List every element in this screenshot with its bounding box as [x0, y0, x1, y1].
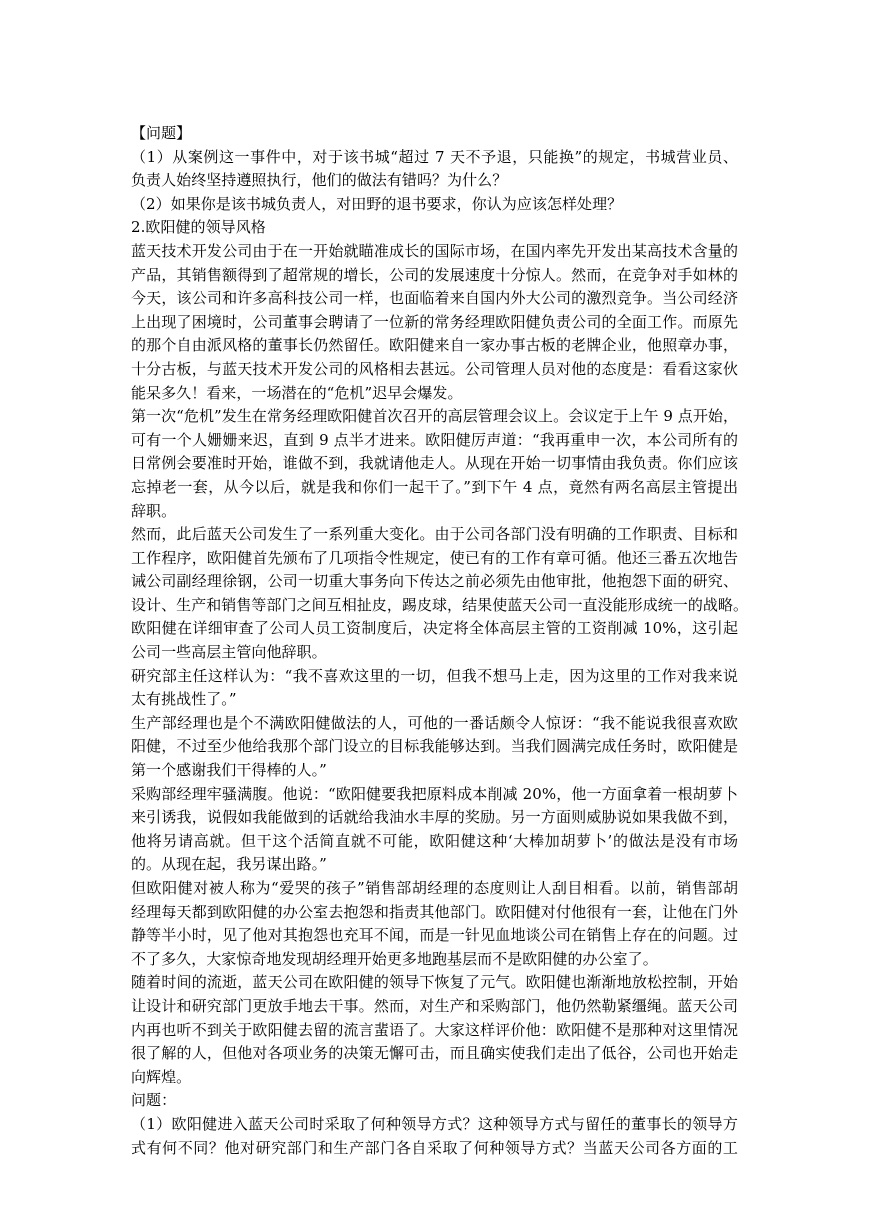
text-line: 他将另请高就。但干这个活简直就不可能，欧阳健这种‘大棒加胡萝卜’的做法是没有市场: [131, 831, 738, 850]
text-line: 可有一个人姗姗来迟，直到 9 点半才进来。欧阳健厉声道：“我再重申一次，本公司所有的: [131, 430, 738, 449]
text-line: 静等半小时，见了他对其抱怨也充耳不闻，而是一针见血地谈公司在销售上存在的问题。过: [131, 926, 738, 945]
text-line: 式有何不同？他对研究部门和生产部门各自采取了何种领导方式？当蓝天公司各方面的工: [131, 1138, 738, 1157]
text-line: 内再也听不到关于欧阳健去留的流言蜚语了。大家这样评价他：欧阳健不是那种对这里情况: [131, 1020, 738, 1039]
text-line: 负责人始终坚持遵照执行，他们的做法有错吗？为什么？: [131, 171, 508, 190]
text-line: 第一个感谢我们干得棒的人。”: [131, 761, 327, 780]
text-line: 2.欧阳健的领导风格: [131, 218, 266, 237]
text-line: 诫公司副经理徐钢，公司一切重大事务向下传达之前必须先由他审批，他抱怨下面的研究、: [131, 572, 738, 591]
text-line: （1）欧阳健进入蓝天公司时采取了何种领导方式？这种领导方式与留任的董事长的领导方: [131, 1114, 738, 1133]
text-line: （1）从案例这一事件中，对于该书城“超过 7 天不予退，只能换”的规定，书城营业员、: [131, 147, 738, 166]
text-line: 采购部经理牢骚满腹。他说：“欧阳健要我把原料成本削减 20%，他一方面拿着一根胡萝卜: [131, 784, 738, 803]
text-line: 很了解的人，但他对各项业务的决策无懈可击，而且确实使我们走出了低谷，公司也开始走: [131, 1044, 738, 1063]
text-line: 随着时间的流逝，蓝天公司在欧阳健的领导下恢复了元气。欧阳健也渐渐地放松控制，开始: [131, 973, 738, 992]
text-line: 忘掉老一套，从今以后，就是我和你们一起干了。”到下午 4 点，竟然有两名高层主管提出: [131, 477, 738, 496]
text-line: 工作程序，欧阳健首先颁布了几项指令性规定，使已有的工作有章可循。他还三番五次地告: [131, 548, 738, 567]
text-line: 设计、生产和销售等部门之间互相扯皮，踢皮球，结果使蓝天公司一直没能形成统一的战略。: [131, 595, 749, 614]
text-line: 十分古板，与蓝天技术开发公司的风格相去甚远。公司管理人员对他的态度是：看看这家伙: [131, 359, 738, 378]
text-line: 第一次“危机”发生在常务经理欧阳健首次召开的高层管理会议上。会议定于上午 9 点开始，: [131, 407, 738, 426]
text-line: 问题：: [131, 1091, 177, 1110]
text-line: 的那个自由派风格的董事长仍然留任。欧阳健来自一家办事古板的老牌企业，他照章办事，: [131, 336, 738, 355]
text-line: 今天，该公司和许多高科技公司一样，也面临着来自国内外大公司的激烈竞争。当公司经济: [131, 289, 738, 308]
text-line: 经理每天都到欧阳健的办公室去抱怨和指责其他部门。欧阳健对付他很有一套，让他在门外: [131, 902, 738, 921]
text-line: 的。从现在起，我另谋出路。”: [131, 855, 327, 874]
text-line: 辞职。: [131, 501, 177, 520]
text-line: 研究部主任这样认为：“我不喜欢这里的一切，但我不想马上走，因为这里的工作对我来说: [131, 666, 738, 685]
text-line: 但欧阳健对被人称为“爱哭的孩子”销售部胡经理的态度则让人刮目相看。以前，销售部胡: [131, 879, 738, 897]
text-line: 【问题】: [131, 124, 192, 142]
text-line: 生产部经理也是个不满欧阳健做法的人，可他的一番话颇令人惊讶：“我不能说我很喜欢欧: [131, 713, 738, 732]
text-line: 太有挑战性了。”: [131, 690, 237, 709]
text-line: 日常例会要准时开始，谁做不到，我就请他走人。从现在开始一切事情由我负责。你们应该: [131, 454, 738, 473]
text-line: 蓝天技术开发公司由于在一开始就瞄准成长的国际市场，在国内率先开发出某高技术含量的: [131, 241, 738, 260]
text-line: 不了多久，大家惊奇地发现胡经理开始更多地跑基层而不是欧阳健的办公室了。: [131, 949, 658, 968]
text-line: 然而，此后蓝天公司发生了一系列重大变化。由于公司各部门没有明确的工作职责、目标和: [131, 525, 738, 544]
text-line: 能呆多久！看来，一场潜在的“危机”迟早会爆发。: [131, 383, 463, 402]
text-line: 上出现了困境时，公司董事会聘请了一位新的常务经理欧阳健负责公司的全面工作。而原先: [131, 312, 738, 331]
text-line: （2）如果你是该书城负责人，对田野的退书要求，你认为应该怎样处理？: [131, 194, 623, 213]
text-line: 公司一些高层主管向他辞职。: [131, 643, 327, 662]
text-line: 产品，其销售额得到了超常规的增长，公司的发展速度十分惊人。然而，在竞争对手如林的: [131, 265, 738, 284]
text-line: 阳健，不过至少他给我那个部门设立的目标我能够达到。当我们圆满完成任务时，欧阳健是: [131, 737, 738, 756]
text-line: 让设计和研究部门更放手地去干事。然而，对生产和采购部门，他仍然勒紧缰绳。蓝天公司: [131, 996, 738, 1015]
text-line: 向辉煌。: [131, 1067, 192, 1086]
text-line: 欧阳健在详细审查了公司人员工资制度后，决定将全体高层主管的工资削减 10%，这引起: [131, 619, 738, 638]
text-line: 来引诱我，说假如我能做到的话就给我油水丰厚的奖励。另一方面则威胁说如果我做不到，: [131, 808, 738, 827]
